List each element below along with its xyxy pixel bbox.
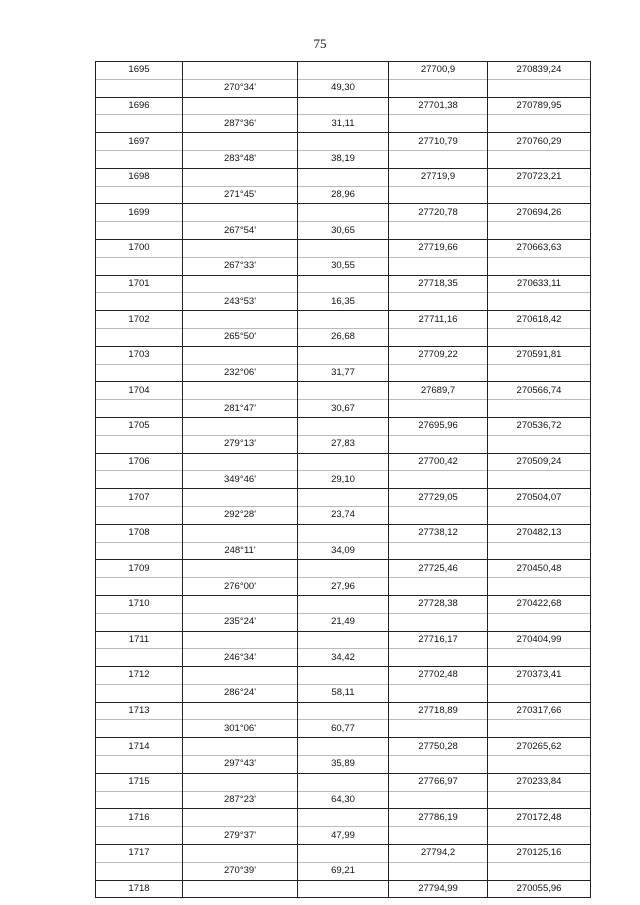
- direction-angle-cell: [183, 168, 298, 186]
- direction-angle-cell: 267°54': [183, 222, 298, 240]
- x-coordinate-cell: [389, 435, 488, 453]
- point-number-cell: [96, 827, 183, 845]
- point-number-cell: 1698: [96, 168, 183, 186]
- direction-angle-cell: [183, 275, 298, 293]
- segment-length-cell: 16,35: [298, 293, 389, 311]
- point-number-cell: 1704: [96, 382, 183, 400]
- x-coordinate-cell: 27719,9: [389, 168, 488, 186]
- segment-row: [96, 649, 591, 667]
- direction-angle-cell: 287°23': [183, 791, 298, 809]
- segment-length-cell: 21,49: [298, 613, 389, 631]
- segment-length-cell: [298, 62, 389, 80]
- x-coordinate-cell: 27700,9: [389, 62, 488, 80]
- direction-angle-cell: [183, 346, 298, 364]
- y-coordinate-cell: 270317,66: [488, 702, 591, 720]
- point-row: [96, 382, 591, 400]
- segment-length-cell: 29,10: [298, 471, 389, 489]
- segment-length-cell: [298, 97, 389, 115]
- point-row: [96, 702, 591, 720]
- segment-row: [96, 115, 591, 133]
- y-coordinate-cell: [488, 756, 591, 774]
- segment-row: [96, 79, 591, 97]
- x-coordinate-cell: 27716,17: [389, 631, 488, 649]
- x-coordinate-cell: [389, 400, 488, 418]
- direction-angle-cell: [183, 133, 298, 151]
- point-number-cell: 1700: [96, 239, 183, 257]
- point-row: [96, 489, 591, 507]
- segment-length-cell: 60,77: [298, 720, 389, 738]
- point-row: [96, 62, 591, 80]
- point-number-cell: [96, 186, 183, 204]
- point-number-cell: [96, 328, 183, 346]
- segment-length-cell: 47,99: [298, 827, 389, 845]
- point-number-cell: 1717: [96, 845, 183, 863]
- direction-angle-cell: [183, 738, 298, 756]
- y-coordinate-cell: [488, 471, 591, 489]
- direction-angle-cell: 271°45': [183, 186, 298, 204]
- y-coordinate-cell: 270618,42: [488, 311, 591, 329]
- segment-length-cell: [298, 382, 389, 400]
- y-coordinate-cell: 270373,41: [488, 667, 591, 685]
- direction-angle-cell: 292°28': [183, 506, 298, 524]
- segment-row: [96, 791, 591, 809]
- x-coordinate-cell: [389, 720, 488, 738]
- point-row: [96, 311, 591, 329]
- direction-angle-cell: 235°24': [183, 613, 298, 631]
- y-coordinate-cell: 270591,81: [488, 346, 591, 364]
- segment-length-cell: [298, 738, 389, 756]
- page-number: 75: [313, 36, 327, 51]
- x-coordinate-cell: 27702,48: [389, 667, 488, 685]
- point-number-cell: 1699: [96, 204, 183, 222]
- direction-angle-cell: [183, 631, 298, 649]
- y-coordinate-cell: 270422,68: [488, 595, 591, 613]
- point-number-cell: 1707: [96, 489, 183, 507]
- point-row: [96, 524, 591, 542]
- y-coordinate-cell: [488, 400, 591, 418]
- direction-angle-cell: 279°37': [183, 827, 298, 845]
- y-coordinate-cell: [488, 862, 591, 880]
- direction-angle-cell: 349°46': [183, 471, 298, 489]
- point-number-cell: 1710: [96, 595, 183, 613]
- direction-angle-cell: [183, 773, 298, 791]
- point-number-cell: [96, 257, 183, 275]
- y-coordinate-cell: 270566,74: [488, 382, 591, 400]
- direction-angle-cell: 243°53': [183, 293, 298, 311]
- x-coordinate-cell: 27709,22: [389, 346, 488, 364]
- point-row: [96, 595, 591, 613]
- direction-angle-cell: [183, 311, 298, 329]
- segment-row: [96, 542, 591, 560]
- segment-length-cell: [298, 631, 389, 649]
- point-row: [96, 631, 591, 649]
- x-coordinate-cell: 27701,38: [389, 97, 488, 115]
- y-coordinate-cell: 270509,24: [488, 453, 591, 471]
- direction-angle-cell: 270°39': [183, 862, 298, 880]
- direction-angle-cell: 283°48': [183, 150, 298, 168]
- segment-length-cell: 27,96: [298, 578, 389, 596]
- point-number-cell: [96, 756, 183, 774]
- y-coordinate-cell: [488, 613, 591, 631]
- point-number-cell: [96, 613, 183, 631]
- coordinates-table: [95, 61, 591, 898]
- point-row: [96, 809, 591, 827]
- point-number-cell: 1706: [96, 453, 183, 471]
- segment-row: [96, 222, 591, 240]
- direction-angle-cell: [183, 667, 298, 685]
- x-coordinate-cell: 27766,97: [389, 773, 488, 791]
- y-coordinate-cell: [488, 791, 591, 809]
- segment-row: [96, 364, 591, 382]
- x-coordinate-cell: [389, 827, 488, 845]
- point-row: [96, 346, 591, 364]
- point-number-cell: [96, 506, 183, 524]
- point-number-cell: [96, 471, 183, 489]
- y-coordinate-cell: 270839,24: [488, 62, 591, 80]
- point-number-cell: [96, 150, 183, 168]
- segment-row: [96, 435, 591, 453]
- point-number-cell: 1703: [96, 346, 183, 364]
- y-coordinate-cell: [488, 115, 591, 133]
- direction-angle-cell: [183, 382, 298, 400]
- x-coordinate-cell: 27710,79: [389, 133, 488, 151]
- x-coordinate-cell: 27728,38: [389, 595, 488, 613]
- segment-row: [96, 506, 591, 524]
- segment-length-cell: [298, 133, 389, 151]
- segment-length-cell: [298, 773, 389, 791]
- point-number-cell: [96, 222, 183, 240]
- point-number-cell: 1713: [96, 702, 183, 720]
- x-coordinate-cell: [389, 756, 488, 774]
- x-coordinate-cell: [389, 684, 488, 702]
- direction-angle-cell: [183, 453, 298, 471]
- direction-angle-cell: 270°34': [183, 79, 298, 97]
- y-coordinate-cell: 270694,26: [488, 204, 591, 222]
- point-number-cell: [96, 400, 183, 418]
- point-row: [96, 417, 591, 435]
- x-coordinate-cell: [389, 649, 488, 667]
- segment-length-cell: 27,83: [298, 435, 389, 453]
- segment-row: [96, 827, 591, 845]
- segment-length-cell: [298, 204, 389, 222]
- segment-row: [96, 471, 591, 489]
- y-coordinate-cell: [488, 222, 591, 240]
- segment-length-cell: 30,67: [298, 400, 389, 418]
- segment-length-cell: 38,19: [298, 150, 389, 168]
- y-coordinate-cell: 270404,99: [488, 631, 591, 649]
- y-coordinate-cell: 270536,72: [488, 417, 591, 435]
- direction-angle-cell: [183, 702, 298, 720]
- point-number-cell: [96, 293, 183, 311]
- segment-row: [96, 862, 591, 880]
- point-number-cell: 1718: [96, 880, 183, 898]
- point-row: [96, 275, 591, 293]
- x-coordinate-cell: 27711,16: [389, 311, 488, 329]
- segment-length-cell: [298, 845, 389, 863]
- x-coordinate-cell: 27738,12: [389, 524, 488, 542]
- segment-length-cell: [298, 275, 389, 293]
- x-coordinate-cell: [389, 542, 488, 560]
- y-coordinate-cell: 270504,07: [488, 489, 591, 507]
- point-number-cell: 1701: [96, 275, 183, 293]
- point-number-cell: [96, 79, 183, 97]
- segment-length-cell: [298, 346, 389, 364]
- point-number-cell: [96, 364, 183, 382]
- y-coordinate-cell: 270172,48: [488, 809, 591, 827]
- x-coordinate-cell: [389, 79, 488, 97]
- point-number-cell: [96, 720, 183, 738]
- point-row: [96, 239, 591, 257]
- x-coordinate-cell: 27750,28: [389, 738, 488, 756]
- segment-length-cell: 26,68: [298, 328, 389, 346]
- direction-angle-cell: [183, 809, 298, 827]
- direction-angle-cell: [183, 204, 298, 222]
- segment-length-cell: [298, 168, 389, 186]
- segment-length-cell: [298, 667, 389, 685]
- x-coordinate-cell: [389, 293, 488, 311]
- y-coordinate-cell: 270789,95: [488, 97, 591, 115]
- segment-length-cell: [298, 880, 389, 898]
- x-coordinate-cell: [389, 186, 488, 204]
- direction-angle-cell: 267°33': [183, 257, 298, 275]
- point-row: [96, 453, 591, 471]
- x-coordinate-cell: [389, 578, 488, 596]
- x-coordinate-cell: [389, 328, 488, 346]
- y-coordinate-cell: 270450,48: [488, 560, 591, 578]
- segment-row: [96, 400, 591, 418]
- segment-row: [96, 257, 591, 275]
- point-number-cell: [96, 649, 183, 667]
- coordinates-table-body: [96, 62, 591, 898]
- segment-length-cell: 31,77: [298, 364, 389, 382]
- y-coordinate-cell: [488, 578, 591, 596]
- x-coordinate-cell: [389, 222, 488, 240]
- direction-angle-cell: [183, 560, 298, 578]
- segment-length-cell: 34,09: [298, 542, 389, 560]
- direction-angle-cell: [183, 845, 298, 863]
- segment-length-cell: [298, 489, 389, 507]
- point-number-cell: 1695: [96, 62, 183, 80]
- point-row: [96, 97, 591, 115]
- direction-angle-cell: 276°00': [183, 578, 298, 596]
- point-number-cell: 1714: [96, 738, 183, 756]
- point-number-cell: 1702: [96, 311, 183, 329]
- segment-length-cell: 64,30: [298, 791, 389, 809]
- y-coordinate-cell: [488, 720, 591, 738]
- direction-angle-cell: [183, 880, 298, 898]
- segment-row: [96, 293, 591, 311]
- y-coordinate-cell: [488, 293, 591, 311]
- x-coordinate-cell: 27786,19: [389, 809, 488, 827]
- direction-angle-cell: 232°06': [183, 364, 298, 382]
- point-number-cell: [96, 115, 183, 133]
- x-coordinate-cell: 27695,96: [389, 417, 488, 435]
- point-row: [96, 204, 591, 222]
- point-number-cell: 1712: [96, 667, 183, 685]
- x-coordinate-cell: [389, 613, 488, 631]
- direction-angle-cell: 248°11': [183, 542, 298, 560]
- y-coordinate-cell: 270760,29: [488, 133, 591, 151]
- point-row: [96, 845, 591, 863]
- segment-length-cell: 30,65: [298, 222, 389, 240]
- y-coordinate-cell: 270125,16: [488, 845, 591, 863]
- segment-length-cell: [298, 809, 389, 827]
- y-coordinate-cell: 270233,84: [488, 773, 591, 791]
- direction-angle-cell: [183, 239, 298, 257]
- direction-angle-cell: [183, 62, 298, 80]
- direction-angle-cell: 246°34': [183, 649, 298, 667]
- segment-row: [96, 720, 591, 738]
- x-coordinate-cell: 27689,7: [389, 382, 488, 400]
- y-coordinate-cell: 270663,63: [488, 239, 591, 257]
- segment-length-cell: 30,55: [298, 257, 389, 275]
- segment-row: [96, 328, 591, 346]
- point-row: [96, 133, 591, 151]
- point-number-cell: [96, 542, 183, 560]
- y-coordinate-cell: [488, 364, 591, 382]
- x-coordinate-cell: [389, 862, 488, 880]
- point-number-cell: 1696: [96, 97, 183, 115]
- point-row: [96, 773, 591, 791]
- segment-row: [96, 186, 591, 204]
- point-number-cell: 1715: [96, 773, 183, 791]
- x-coordinate-cell: [389, 257, 488, 275]
- segment-row: [96, 684, 591, 702]
- direction-angle-cell: 287°36': [183, 115, 298, 133]
- segment-length-cell: 34,42: [298, 649, 389, 667]
- point-number-cell: 1716: [96, 809, 183, 827]
- direction-angle-cell: [183, 524, 298, 542]
- x-coordinate-cell: 27794,99: [389, 880, 488, 898]
- segment-length-cell: [298, 417, 389, 435]
- direction-angle-cell: 297°43': [183, 756, 298, 774]
- segment-length-cell: 58,11: [298, 684, 389, 702]
- x-coordinate-cell: 27794,2: [389, 845, 488, 863]
- point-number-cell: [96, 791, 183, 809]
- y-coordinate-cell: [488, 79, 591, 97]
- segment-row: [96, 578, 591, 596]
- direction-angle-cell: [183, 97, 298, 115]
- y-coordinate-cell: [488, 649, 591, 667]
- y-coordinate-cell: [488, 506, 591, 524]
- y-coordinate-cell: [488, 542, 591, 560]
- segment-length-cell: [298, 702, 389, 720]
- point-number-cell: [96, 684, 183, 702]
- point-number-cell: 1709: [96, 560, 183, 578]
- y-coordinate-cell: [488, 150, 591, 168]
- point-number-cell: [96, 862, 183, 880]
- x-coordinate-cell: 27718,89: [389, 702, 488, 720]
- point-row: [96, 880, 591, 898]
- y-coordinate-cell: [488, 328, 591, 346]
- segment-length-cell: [298, 595, 389, 613]
- point-number-cell: 1711: [96, 631, 183, 649]
- segment-length-cell: 31,11: [298, 115, 389, 133]
- point-row: [96, 560, 591, 578]
- y-coordinate-cell: [488, 827, 591, 845]
- y-coordinate-cell: 270055,96: [488, 880, 591, 898]
- point-number-cell: 1708: [96, 524, 183, 542]
- point-row: [96, 168, 591, 186]
- y-coordinate-cell: [488, 186, 591, 204]
- segment-row: [96, 150, 591, 168]
- direction-angle-cell: [183, 417, 298, 435]
- y-coordinate-cell: 270633,11: [488, 275, 591, 293]
- x-coordinate-cell: 27700,42: [389, 453, 488, 471]
- segment-length-cell: 23,74: [298, 506, 389, 524]
- direction-angle-cell: 301°06': [183, 720, 298, 738]
- segment-length-cell: [298, 524, 389, 542]
- x-coordinate-cell: [389, 364, 488, 382]
- y-coordinate-cell: [488, 257, 591, 275]
- direction-angle-cell: 286°24': [183, 684, 298, 702]
- y-coordinate-cell: [488, 435, 591, 453]
- y-coordinate-cell: [488, 684, 591, 702]
- x-coordinate-cell: 27718,35: [389, 275, 488, 293]
- x-coordinate-cell: [389, 115, 488, 133]
- segment-length-cell: [298, 560, 389, 578]
- point-number-cell: 1697: [96, 133, 183, 151]
- x-coordinate-cell: [389, 506, 488, 524]
- y-coordinate-cell: 270723,21: [488, 168, 591, 186]
- x-coordinate-cell: [389, 471, 488, 489]
- direction-angle-cell: 281°47': [183, 400, 298, 418]
- x-coordinate-cell: 27725,46: [389, 560, 488, 578]
- x-coordinate-cell: [389, 791, 488, 809]
- direction-angle-cell: 265°50': [183, 328, 298, 346]
- segment-length-cell: 69,21: [298, 862, 389, 880]
- direction-angle-cell: [183, 489, 298, 507]
- x-coordinate-cell: 27720,78: [389, 204, 488, 222]
- segment-length-cell: [298, 239, 389, 257]
- y-coordinate-cell: 270482,13: [488, 524, 591, 542]
- x-coordinate-cell: [389, 150, 488, 168]
- segment-length-cell: 49,30: [298, 79, 389, 97]
- segment-length-cell: 28,96: [298, 186, 389, 204]
- direction-angle-cell: 279°13': [183, 435, 298, 453]
- segment-row: [96, 613, 591, 631]
- segment-length-cell: [298, 311, 389, 329]
- segment-length-cell: 35,89: [298, 756, 389, 774]
- x-coordinate-cell: 27729,05: [389, 489, 488, 507]
- segment-row: [96, 756, 591, 774]
- y-coordinate-cell: 270265,62: [488, 738, 591, 756]
- point-number-cell: [96, 578, 183, 596]
- point-number-cell: 1705: [96, 417, 183, 435]
- point-number-cell: [96, 435, 183, 453]
- segment-length-cell: [298, 453, 389, 471]
- direction-angle-cell: [183, 595, 298, 613]
- point-row: [96, 667, 591, 685]
- x-coordinate-cell: 27719,66: [389, 239, 488, 257]
- point-row: [96, 738, 591, 756]
